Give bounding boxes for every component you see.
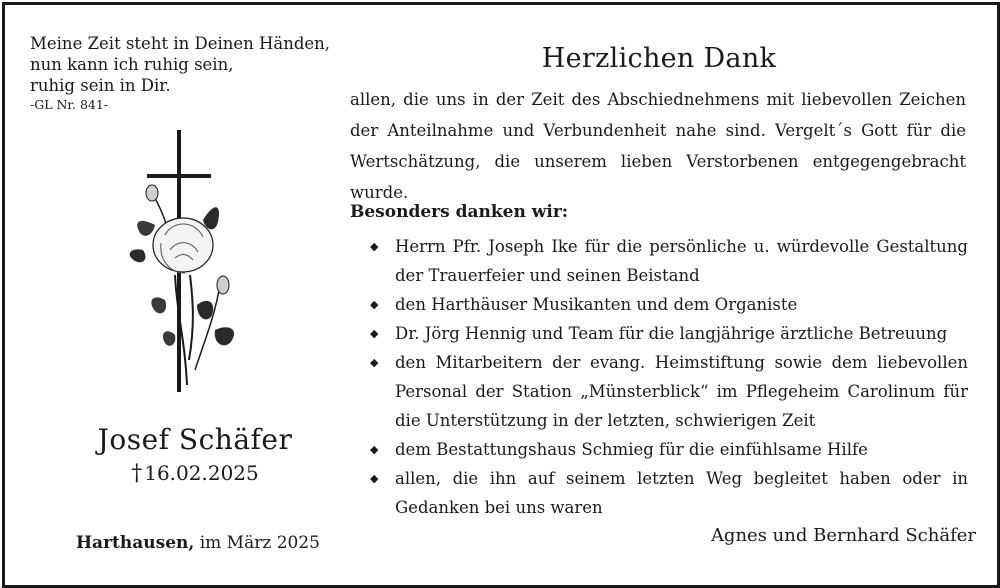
thanks-list — [350, 232, 968, 522]
cross-with-rose-icon — [115, 125, 255, 400]
deceased-name: Josef Schäfer — [97, 423, 293, 456]
heading: Herzlichen Dank — [541, 43, 777, 74]
list-item-text: dem Bestattungshaus Schmieg für die einfühlsame Hilfe — [395, 440, 868, 459]
place-date — [76, 533, 320, 553]
verse-line-3: ruhig sein in Dir. — [30, 76, 171, 95]
signature: Agnes und Bernhard Schäfer — [710, 525, 976, 546]
place-name: Harthausen, — [76, 533, 195, 553]
list-item — [350, 232, 968, 290]
bullet-icon: ◆ — [370, 327, 379, 340]
list-item — [350, 290, 968, 319]
death-cross-icon: † — [131, 461, 143, 486]
bullet-icon: ◆ — [370, 472, 379, 485]
verse-line-2: nun kann ich ruhig sein, — [30, 55, 234, 74]
notice-date: im März 2025 — [199, 533, 320, 553]
bullet-icon: ◆ — [370, 298, 379, 311]
list-item — [350, 348, 968, 435]
bullet-icon: ◆ — [370, 356, 379, 369]
bullet-icon: ◆ — [370, 443, 379, 456]
list-item-text: Herrn Pfr. Joseph Ike für die persönliche u. würdevolle Gestaltung der Trauerfeier und seinen Beistand — [395, 237, 968, 285]
death-date-line — [80, 461, 310, 486]
verse-block — [30, 33, 330, 114]
verse-reference: -GL Nr. 841- — [30, 97, 109, 112]
list-item-text: allen, die ihn auf seinem letzten Weg begleitet haben oder in Gedanken bei uns waren — [395, 469, 968, 517]
list-item-text: den Harthäuser Musikanten und dem Organiste — [395, 295, 798, 314]
list-item — [350, 319, 968, 348]
bullet-icon: ◆ — [370, 240, 379, 253]
verse-line-1: Meine Zeit steht in Deinen Händen, — [30, 34, 331, 53]
list-item-text: den Mitarbeitern der evang. Heimstiftung sowie dem liebevollen Personal der Station „Münsterblick“ im Pflegeheim Carolinum für die Unterstützung in der letzten, schwierigen Zeit — [395, 353, 968, 430]
death-date: 16.02.2025 — [144, 461, 259, 485]
list-item-text: Dr. Jörg Hennig und Team für die langjährige ärztliche Betreuung — [395, 324, 948, 343]
list-item — [350, 464, 968, 522]
subheading: Besonders danken wir: — [350, 202, 569, 222]
list-item — [350, 435, 968, 464]
intro-text: allen, die uns in der Zeit des Abschiednehmens mit liebevollen Zeichen der Anteilnahme und Verbundenheit nahe sind. Vergelt´s Gott für die Wertschätzung, die unserem lieben Verstorbenen entgegengebracht wurde. — [350, 90, 966, 202]
